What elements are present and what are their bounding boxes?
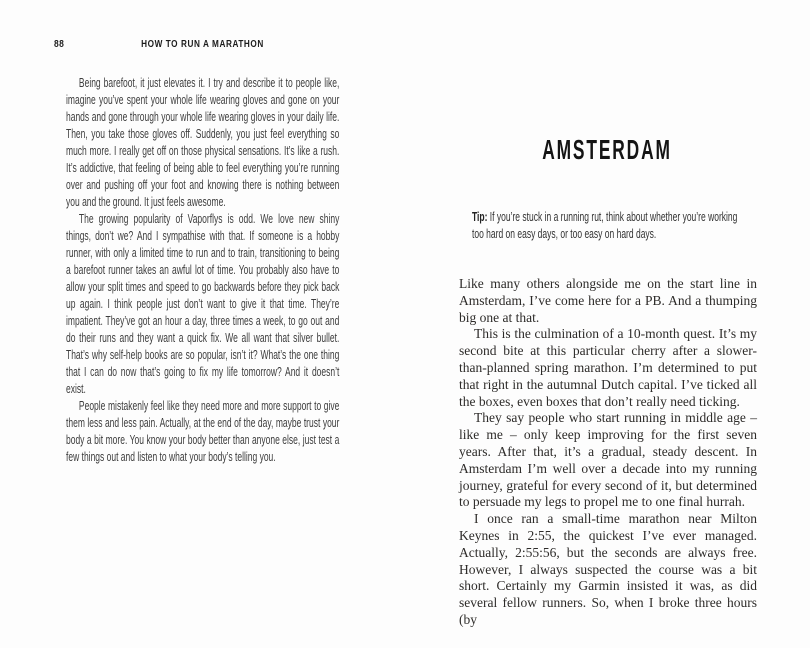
- page-number: 88: [54, 39, 65, 50]
- chapter-title: AMSTERDAM: [542, 134, 672, 165]
- running-header: HOW TO RUN A MARATHON: [141, 39, 264, 50]
- tip-label: Tip:: [472, 210, 488, 224]
- left-page-body: [66, 75, 339, 466]
- right-page-body: [459, 276, 757, 629]
- paragraph: Being barefoot, it just elevates it. I try and describe it to people like, imagine you’ve spent your whole life wearing gloves and gone on your hands and gone through your whole life wearing gloves in your daily life. Then, you take those gloves off. Suddenly, you just feel everything so much more. I really get off on those physical sensations. It’s like a rush. It’s addictive, that feeling of being able to feel everything you’re running over and pushing off your foot and knowing there is nothing between you and the ground. It just feels awesome.: [66, 76, 340, 209]
- tip-text: If you’re stuck in a running rut, think about whether you’re working too hard on easy days, or too easy on hard days.: [472, 210, 738, 241]
- paragraph: The growing popularity of Vaporflys is odd. We love new shiny things, don’t we? And I sympathise with that. If someone is a hobby runner, with only a limited time to run and to train, transitioning to being a barefoot runner takes an awful lot of time. You probably also have to allow your split times and speed to go backwards before they pick back up again. I think people just don’t want to give it that time. They’re impatient. They’ve got an hour a day, three times a week, to go out and do their runs and they want a quick fix. We all want that silver bullet. That’s why self-help books are so popular, isn’t it? What’s the one thing that I can do now that’s going to fix my life tomorrow? And it doesn’t exist.: [66, 212, 340, 396]
- paragraph: People mistakenly feel like they need more and more support to give them less and less pain. Actually, at the end of the day, maybe trust your body a bit more. You know your body better than anyone else, just test a few things out and listen to what your body’s telling you.: [66, 399, 340, 464]
- paragraph: This is the culmination of a 10-month quest. It’s my second bite at this particular cherry after a slower-than-planned spring marathon. I’m determined to put that right in the autumnal Dutch capital. I’ve ticked all the boxes, even boxes that don’t really need ticking.: [459, 326, 757, 409]
- paragraph: I once ran a small-time marathon near Milton Keynes in 2:55, the quickest I’ve ever managed. Actually, 2:55:56, but the seconds are always free. However, I always suspected the course was a bit short. Certainly my Garmin insisted it was, as did several fellow runners. So, when I broke three hours (by: [459, 511, 757, 627]
- paragraph: Like many others alongside me on the start line in Amsterdam, I’ve come here for a PB. And a thumping big one at that.: [459, 276, 757, 325]
- paragraph: They say people who start running in middle age – like me – only keep improving for the first seven years. After that, it’s a gradual, steady descent. In Amsterdam I’m well over a decade into my running journey, grateful for every second of it, but determined to persuade my legs to propel me to one final hurrah.: [459, 410, 757, 510]
- tip-block: [472, 209, 743, 243]
